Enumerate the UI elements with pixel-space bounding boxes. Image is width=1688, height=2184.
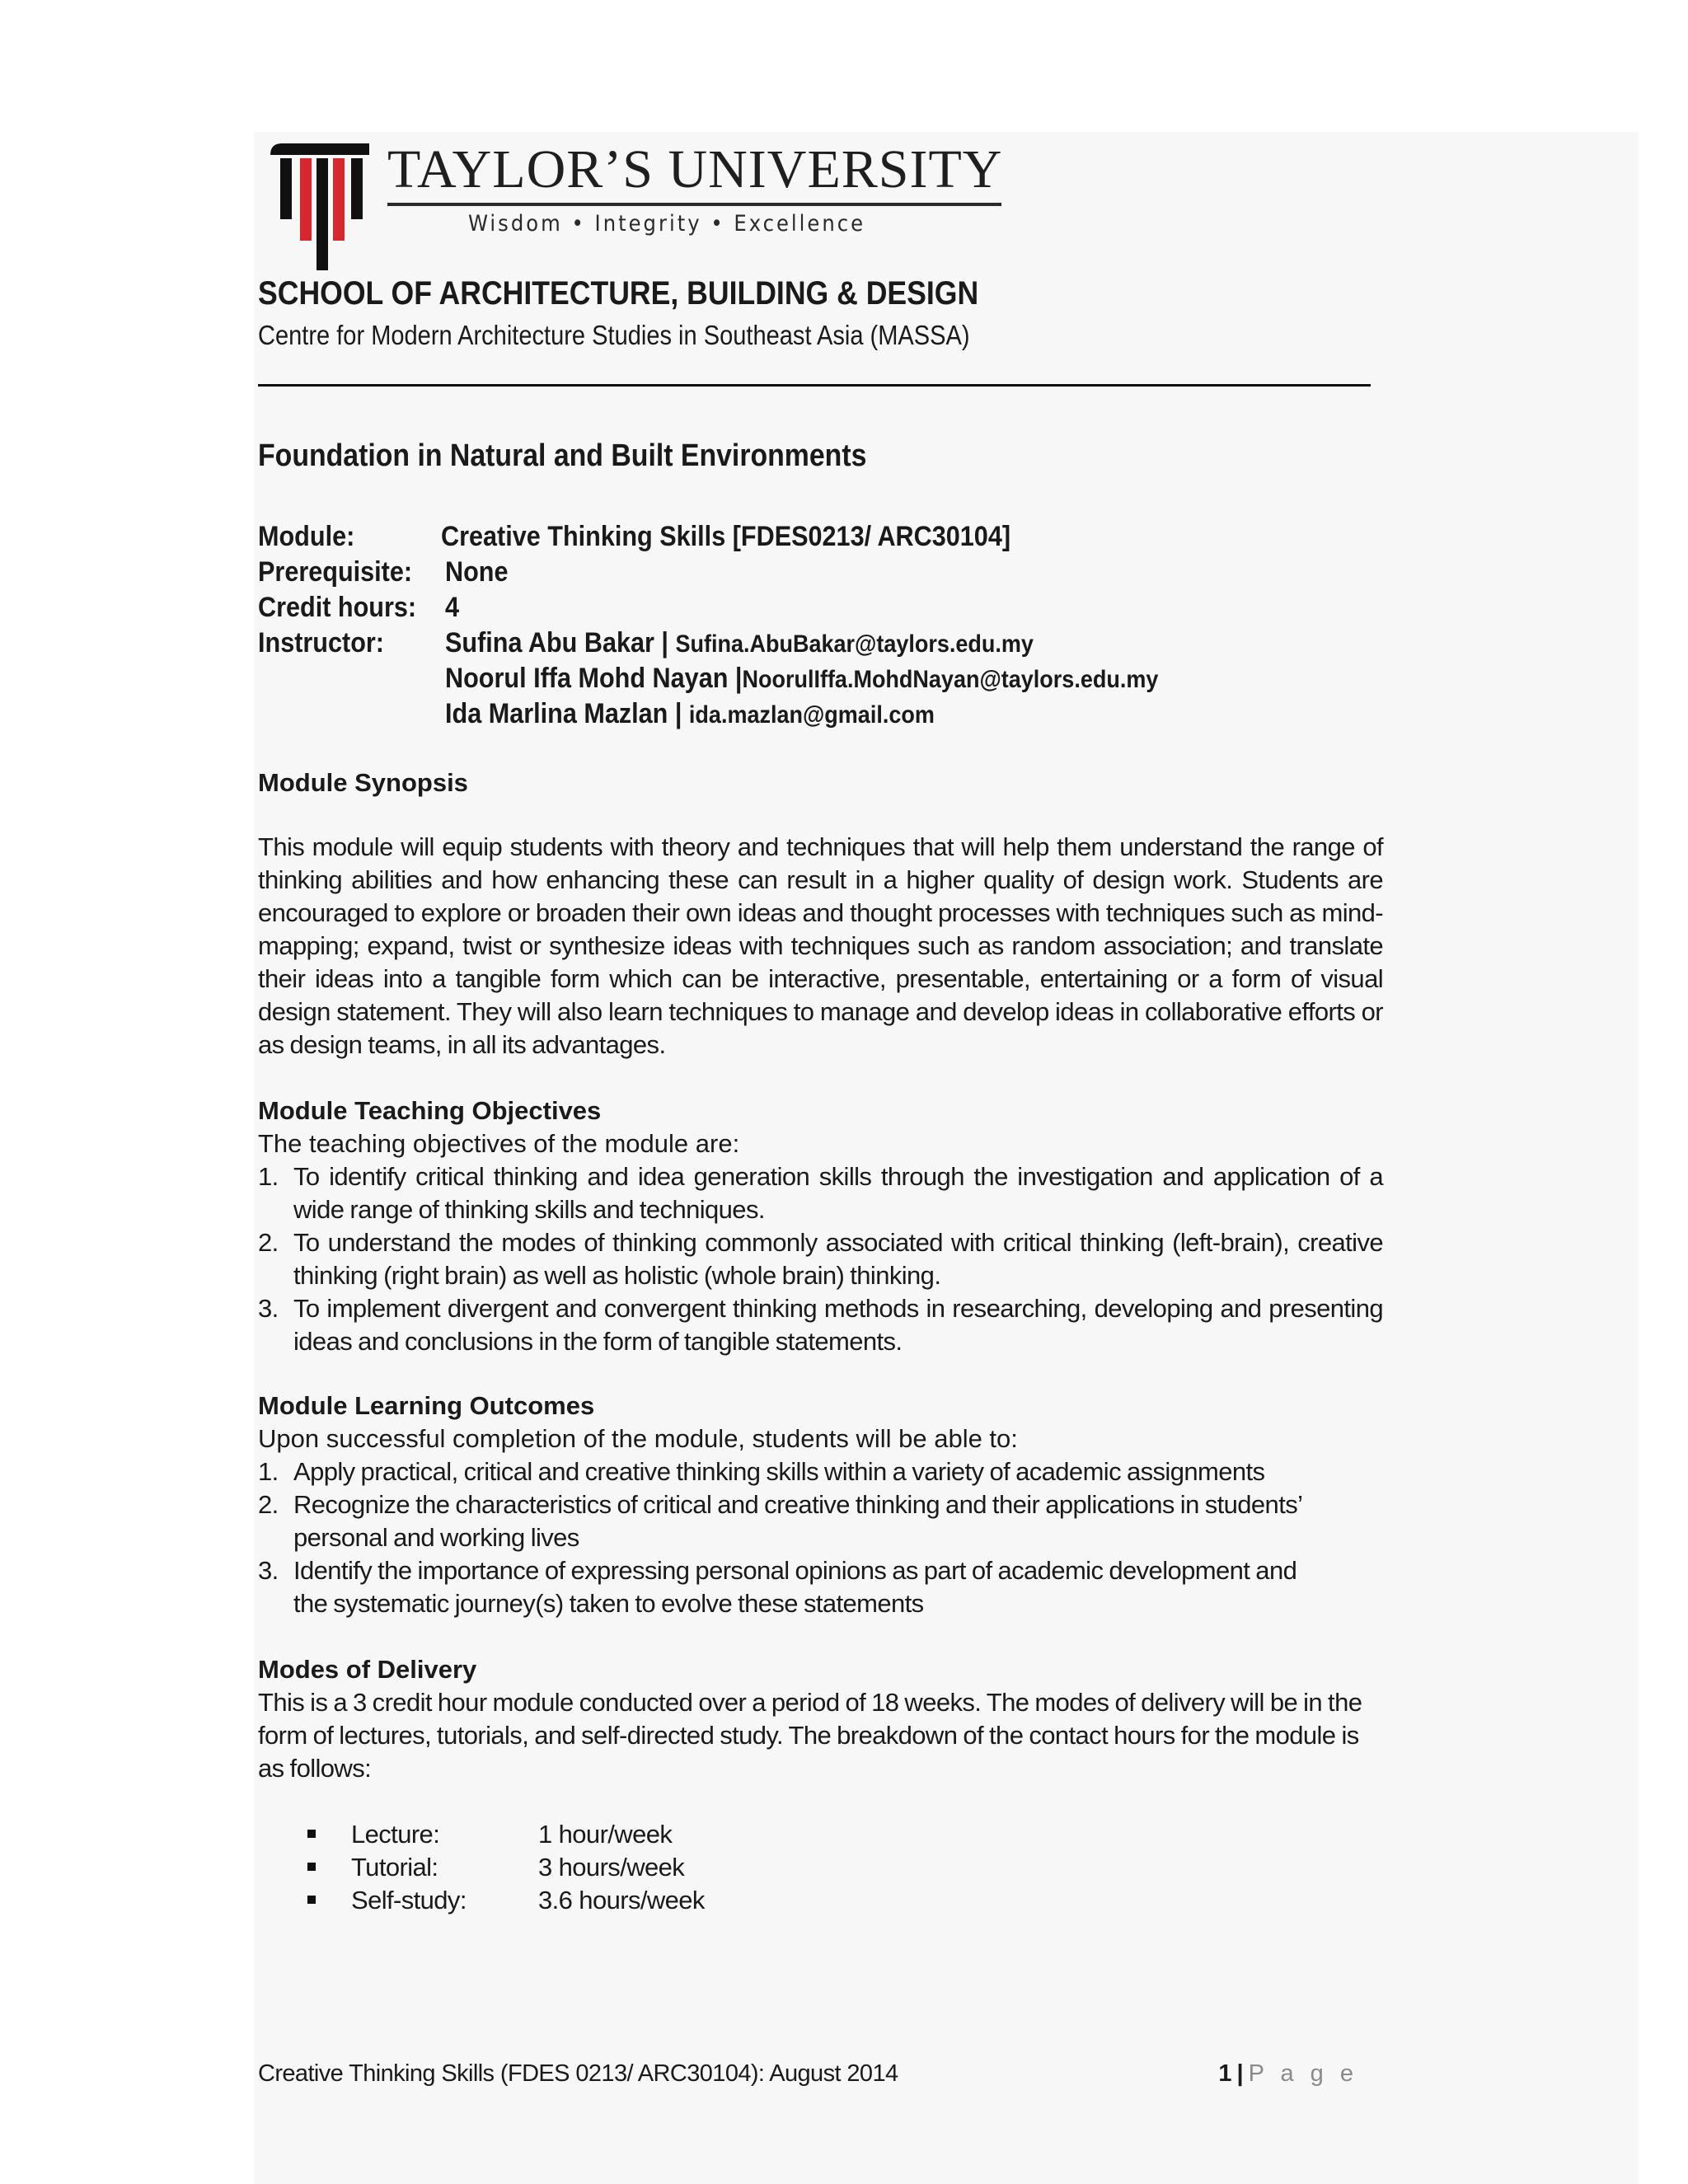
delivery-label: Self-study: xyxy=(351,1886,467,1915)
credit-hours-value: 4 xyxy=(445,592,460,623)
centre-subtitle: Centre for Modern Architecture Studies in Southeast Asia (MASSA) xyxy=(258,320,970,350)
delivery-value: 3 hours/week xyxy=(538,1853,685,1882)
synopsis-text: This module will equip students with theory and techniques that will help them understand the range of thinking abilities and how enhancing these can result in a higher quality of design work. Students are encouraged to explore or broaden their own ideas and thought processes with techniques such as mind-mapping; expand, twist or synthesize ideas with techniques such as random association; and translate their ideas into a tangible form which can be interactive, presentable, entertaining or a form of visual design statement. They will also learn techniques to manage and develop ideas in collaborative efforts or as design teams, in all its advantages. xyxy=(258,832,1383,1059)
outcomes-list xyxy=(258,1455,1383,1620)
delivery-label: Lecture: xyxy=(351,1820,440,1849)
delivery-heading: Modes of Delivery xyxy=(258,1655,477,1684)
instructor-entry xyxy=(445,626,1034,662)
prerequisite-label: Prerequisite: xyxy=(258,556,413,588)
outcomes-intro: Upon successful completion of the module, students will be able to: xyxy=(258,1424,1018,1453)
page-indicator xyxy=(1218,2060,1358,2088)
module-value: Creative Thinking Skills [FDES0213/ ARC30104] xyxy=(441,521,1011,552)
instructor-name: Ida Marlina Mazlan | xyxy=(445,698,689,729)
delivery-breakdown xyxy=(258,1818,1383,1917)
objectives-intro: The teaching objectives of the module are: xyxy=(258,1129,740,1158)
objectives-list xyxy=(258,1160,1383,1358)
synopsis-section xyxy=(258,766,1383,799)
delivery-label: Tutorial: xyxy=(351,1853,438,1882)
list-number: 2. xyxy=(258,1228,279,1257)
delivery-text: This is a 3 credit hour module conducted over a period of 18 weeks. The modes of delivery will be in the form of lectures, tutorials, and self-directed study. The breakdown of the contact hours for the module is as follows: xyxy=(258,1688,1362,1783)
list-item-text: Identify the importance of expressing personal opinions as part of academic development and the systematic journey(s) taken to evolve these statements xyxy=(293,1556,1297,1618)
delivery-item xyxy=(258,1851,1383,1884)
list-item-text: Apply practical, critical and creative thinking skills within a variety of academic assignments xyxy=(293,1457,1265,1486)
instructor-name: Noorul Iffa Mohd Nayan | xyxy=(445,663,743,694)
module-label: Module: xyxy=(258,521,355,552)
synopsis-heading: Module Synopsis xyxy=(258,768,468,797)
instructor-entry xyxy=(445,661,1158,697)
taylors-emblem-icon xyxy=(264,138,371,270)
square-bullet-icon xyxy=(307,1830,316,1838)
delivery-item xyxy=(258,1818,1383,1851)
list-item-text: To understand the modes of thinking commonly associated with critical thinking (left-brain), creative thinking (right brain) as well as holistic (whole brain) thinking. xyxy=(293,1228,1383,1290)
credit-hours-label: Credit hours: xyxy=(258,592,417,623)
list-item-text: To identify critical thinking and idea generation skills through the investigation and application of a wide range of thinking skills and techniques. xyxy=(293,1162,1383,1224)
list-number: 2. xyxy=(258,1490,279,1519)
list-item-text: To implement divergent and convergent thinking methods in researching, developing and presenting ideas and conclusions in the form of tangible statements. xyxy=(293,1294,1383,1356)
delivery-value: 1 hour/week xyxy=(538,1820,673,1849)
list-item xyxy=(258,1455,1383,1488)
list-item xyxy=(258,1292,1383,1358)
delivery-section xyxy=(258,1653,1367,1785)
list-item xyxy=(258,1488,1383,1554)
page-separator: | xyxy=(1236,2060,1244,2087)
instructor-label: Instructor: xyxy=(258,627,384,658)
instructor-email[interactable]: ida.mazlan@gmail.com xyxy=(688,701,935,729)
program-title: Foundation in Natural and Built Environments xyxy=(258,438,867,473)
square-bullet-icon xyxy=(307,1896,316,1904)
list-item xyxy=(258,1160,1383,1226)
instructor-email[interactable]: NoorulIffa.MohdNayan@taylors.edu.my xyxy=(742,666,1159,693)
logo-wordmark: TAYLOR’S UNIVERSITY xyxy=(387,139,1003,199)
instructor-email[interactable]: Sufina.AbuBakar@taylors.edu.my xyxy=(675,630,1034,658)
list-number: 3. xyxy=(258,1556,279,1585)
list-number: 1. xyxy=(258,1162,279,1191)
university-logo xyxy=(264,138,1006,270)
list-item xyxy=(258,1554,1383,1620)
page-number: 1 xyxy=(1218,2060,1232,2087)
list-item-text: Recognize the characteristics of critical and creative thinking and their applications in students’ personal and working lives xyxy=(293,1490,1302,1552)
objectives-section xyxy=(258,1094,1383,1358)
outcomes-section xyxy=(258,1390,1383,1620)
delivery-list xyxy=(258,1818,1383,1917)
delivery-item xyxy=(258,1884,1383,1917)
list-item xyxy=(258,1226,1383,1292)
delivery-value: 3.6 hours/week xyxy=(538,1886,705,1915)
square-bullet-icon xyxy=(307,1863,316,1871)
header-divider xyxy=(258,384,1371,387)
footer-course-info: Creative Thinking Skills (FDES 0213/ ARC30104): August 2014 xyxy=(258,2060,898,2087)
list-number: 1. xyxy=(258,1457,279,1486)
synopsis-body xyxy=(258,831,1383,1062)
page-word: P a g e xyxy=(1248,2060,1358,2087)
outcomes-heading: Module Learning Outcomes xyxy=(258,1391,595,1420)
logo-divider xyxy=(387,203,1001,206)
logo-tagline: Wisdom • Integrity • Excellence xyxy=(468,211,866,237)
list-number: 3. xyxy=(258,1294,279,1323)
school-title: SCHOOL OF ARCHITECTURE, BUILDING & DESIGN xyxy=(258,275,979,312)
instructor-entry xyxy=(445,696,935,733)
instructor-name: Sufina Abu Bakar | xyxy=(445,627,676,658)
objectives-heading: Module Teaching Objectives xyxy=(258,1096,602,1125)
prerequisite-value: None xyxy=(445,556,509,588)
